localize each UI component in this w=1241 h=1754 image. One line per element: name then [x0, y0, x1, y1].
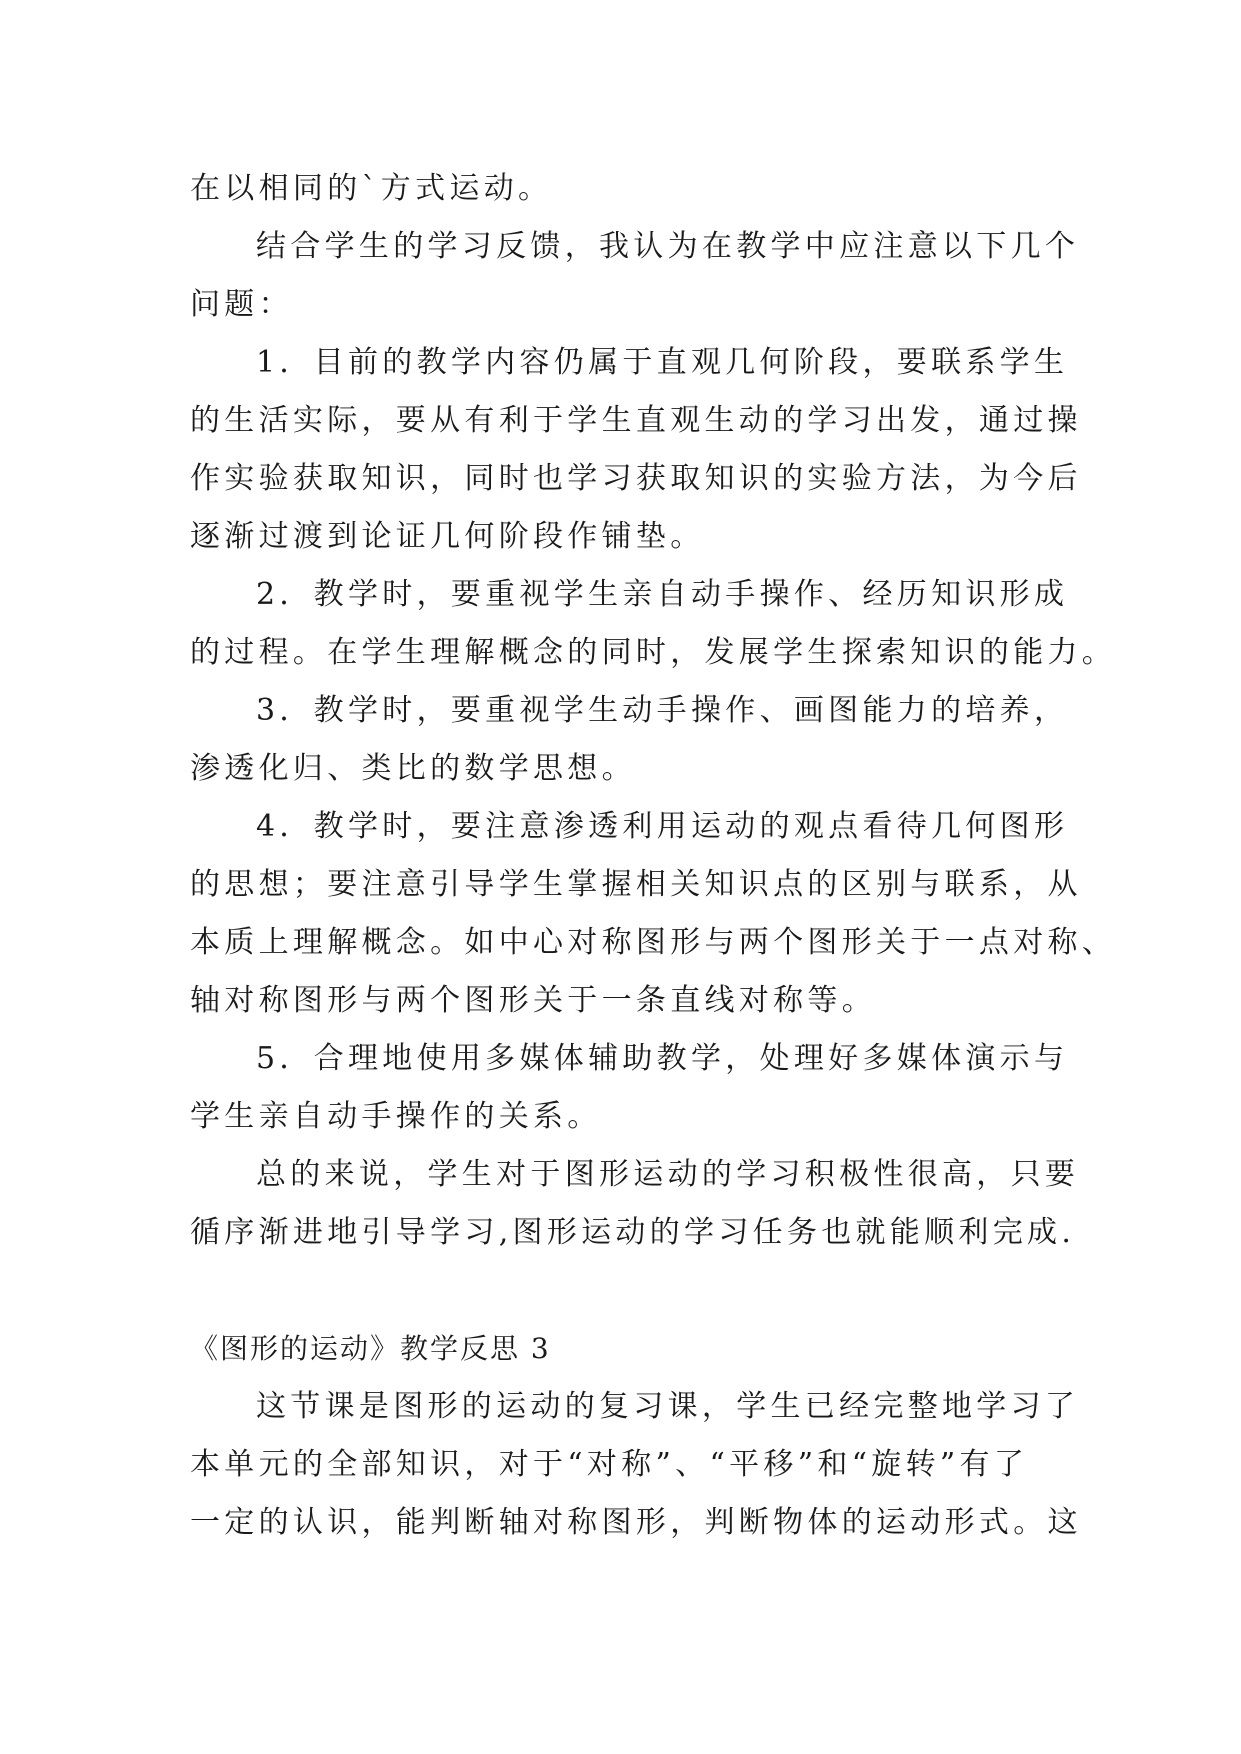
text-line: 本质上理解概念。如中心对称图形与两个图形关于一点对称、 — [190, 925, 1117, 960]
text-line: 渗透化归、类比的数学思想。 — [190, 751, 636, 786]
text-line: 轴对称图形与两个图形关于一条直线对称等。 — [190, 983, 876, 1018]
paragraph-first-line: 结合学生的学习反馈，我认为在教学中应注意以下几个 — [256, 229, 1080, 264]
text-line: 本单元的全部知识，对于“对称”、“平移”和“旋转”有了 — [190, 1447, 1029, 1482]
text-line: 的思想；要注意引导学生掌握相关知识点的区别与联系，从 — [190, 867, 1082, 902]
document-page — [190, 160, 1117, 1552]
section-heading: 《图形的运动》教学反思 3 — [190, 1332, 551, 1365]
list-item-4: 4．教学时，要注意渗透利用运动的观点看待几何图形 — [256, 809, 1069, 844]
text-line: 问题： — [190, 287, 293, 322]
text-line: 的过程。在学生理解概念的同时，发展学生探索知识的能力。 — [190, 635, 1117, 670]
list-item-2: 2．教学时，要重视学生亲自动手操作、经历知识形成 — [256, 577, 1069, 612]
text-line: 学生亲自动手操作的关系。 — [190, 1099, 602, 1134]
text-line: 逐渐过渡到论证几何阶段作铺垫。 — [190, 519, 705, 554]
text-line: 的生活实际，要从有利于学生直观生动的学习出发，通过操 — [190, 403, 1082, 438]
list-item-3: 3．教学时，要重视学生动手操作、画图能力的培养， — [256, 693, 1069, 728]
list-item-5: 5．合理地使用多媒体辅助教学，处理好多媒体演示与 — [256, 1041, 1069, 1076]
list-item-1: 1．目前的教学内容仍属于直观几何阶段，要联系学生 — [256, 345, 1069, 380]
section-spacer — [190, 1262, 1052, 1320]
text-line: 循序渐进地引导学习,图形运动的学习任务也就能顺利完成. — [190, 1215, 1076, 1250]
text-line: 一定的认识，能判断轴对称图形，判断物体的运动形式。这 — [190, 1505, 1082, 1540]
conclusion-first-line: 总的来说，学生对于图形运动的学习积极性很高，只要 — [256, 1157, 1080, 1192]
text-line: 在以相同的`方式运动。 — [190, 171, 553, 206]
text-line: 作实验获取知识，同时也学习获取知识的实验方法，为今后 — [190, 461, 1082, 496]
paragraph-first-line: 这节课是图形的运动的复习课，学生已经完整地学习了 — [256, 1389, 1080, 1424]
